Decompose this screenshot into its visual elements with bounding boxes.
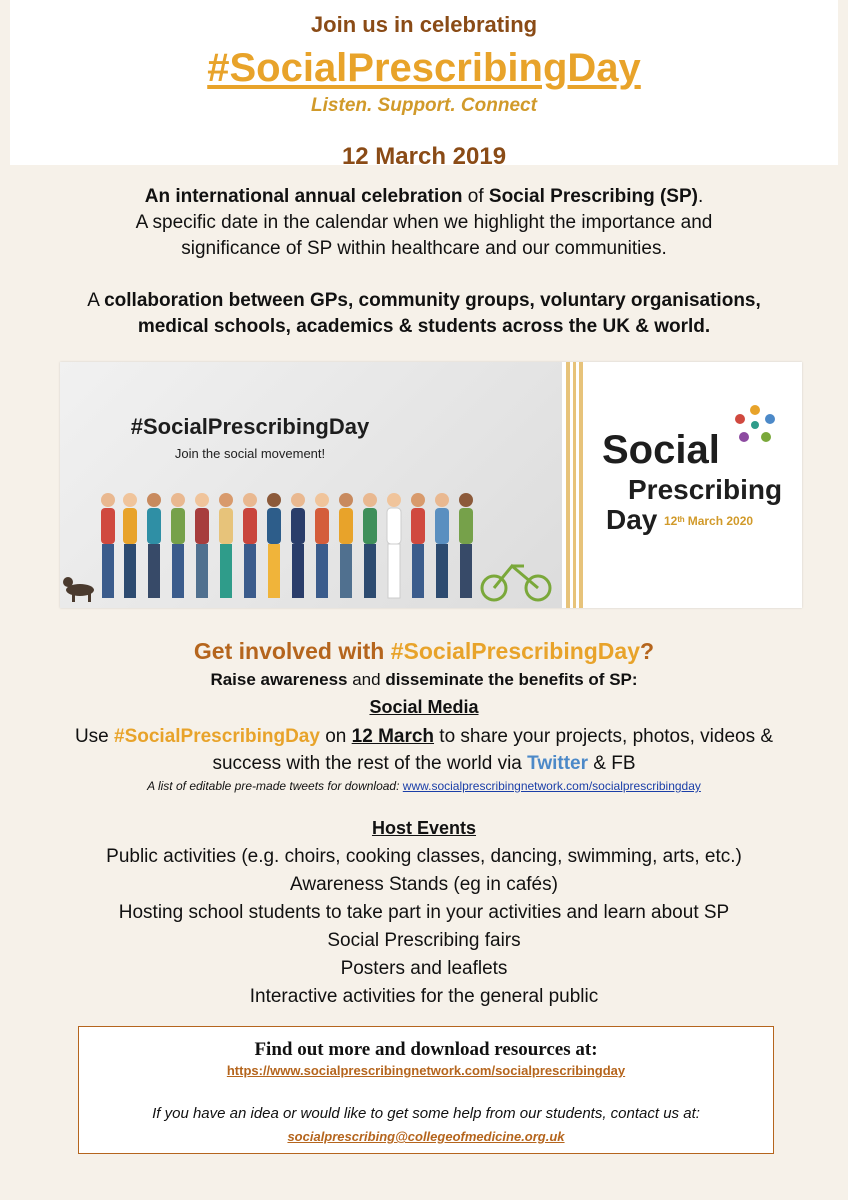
people-illustration [60, 480, 562, 608]
event-date: 12 March 2019 [341, 143, 507, 170]
host-event-item: Social Prescribing fairs [327, 930, 521, 951]
resources-box [78, 1026, 774, 1154]
host-event-item: Interactive activities for the general public [249, 986, 599, 1007]
contact-email-link[interactable]: socialprescribing@collegeofmedicine.org.uk [287, 1129, 565, 1144]
campaign-banner-image [60, 362, 802, 608]
host-event-item: Posters and leaflets [340, 958, 508, 979]
intro-paragraph [0, 184, 848, 262]
social-media-line-2: success with the rest of the world via Twitter & FB [212, 753, 636, 774]
raise-awareness-line: Raise awareness and disseminate the benefits of SP: [210, 670, 638, 689]
intro-line-1: An international annual celebration of Social Prescribing (SP). [144, 186, 704, 207]
host-event-item: Public activities (e.g. choirs, cooking classes, dancing, swimming, arts, etc.) [106, 846, 742, 867]
tweets-download-link[interactable]: www.socialprescribingnetwork.com/socialprescribingday [402, 779, 701, 793]
logo-text-social: Social [602, 428, 720, 472]
logo-text-prescribing: Prescribing [628, 474, 783, 505]
intro-line-2: A specific date in the calendar when we highlight the importance and [135, 212, 713, 233]
collab-line-1: A collaboration between GPs, community groups, voluntary organisations, [87, 290, 761, 311]
social-media-heading: Social Media [369, 697, 479, 717]
social-media-line-1: Use #SocialPrescribingDay on 12 March to share your projects, photos, videos & [74, 726, 774, 747]
join-heading: Join us in celebrating [310, 12, 538, 37]
logo-text-date: 12ᵗʰ March 2020 [664, 514, 754, 528]
tagline: Listen. Support. Connect [311, 95, 537, 116]
host-event-item: Hosting school students to take part in your activities and learn about SP [118, 902, 730, 923]
main-hashtag-title: #SocialPrescribingDay [207, 46, 641, 90]
person-figures [101, 493, 473, 598]
social-media-paragraph [0, 723, 848, 777]
dog-icon [63, 577, 94, 602]
banner-subtitle: Join the social movement! [174, 446, 326, 461]
bicycle-icon [482, 566, 550, 600]
collab-line-2: medical schools, academics & students across the UK & world. [137, 316, 711, 337]
get-involved-heading: Get involved with #SocialPrescribingDay? [193, 638, 655, 664]
collaboration-paragraph [0, 288, 848, 340]
logo-text-day: Day [606, 504, 658, 535]
social-prescribing-logo-icon [732, 402, 778, 448]
host-events-heading: Host Events [371, 818, 477, 838]
banner-divider-stripes [566, 362, 582, 608]
contact-text: If you have an idea or would like to get some help from our students, contact us at: [152, 1105, 700, 1122]
banner-hashtag: #SocialPrescribingDay [130, 414, 370, 439]
resources-box-title: Find out more and download resources at: [254, 1039, 598, 1060]
tweets-download-note: A list of editable pre-made tweets for download: www.socialprescribingnetwork.com/socialprescribingday [147, 779, 701, 793]
host-event-item: Awareness Stands (eg in cafés) [290, 874, 558, 895]
resources-link[interactable]: https://www.socialprescribingnetwork.com/socialprescribingday [226, 1063, 626, 1078]
banner-illustration-panel [60, 362, 562, 608]
intro-line-3: significance of SP within healthcare and our communities. [181, 238, 667, 259]
